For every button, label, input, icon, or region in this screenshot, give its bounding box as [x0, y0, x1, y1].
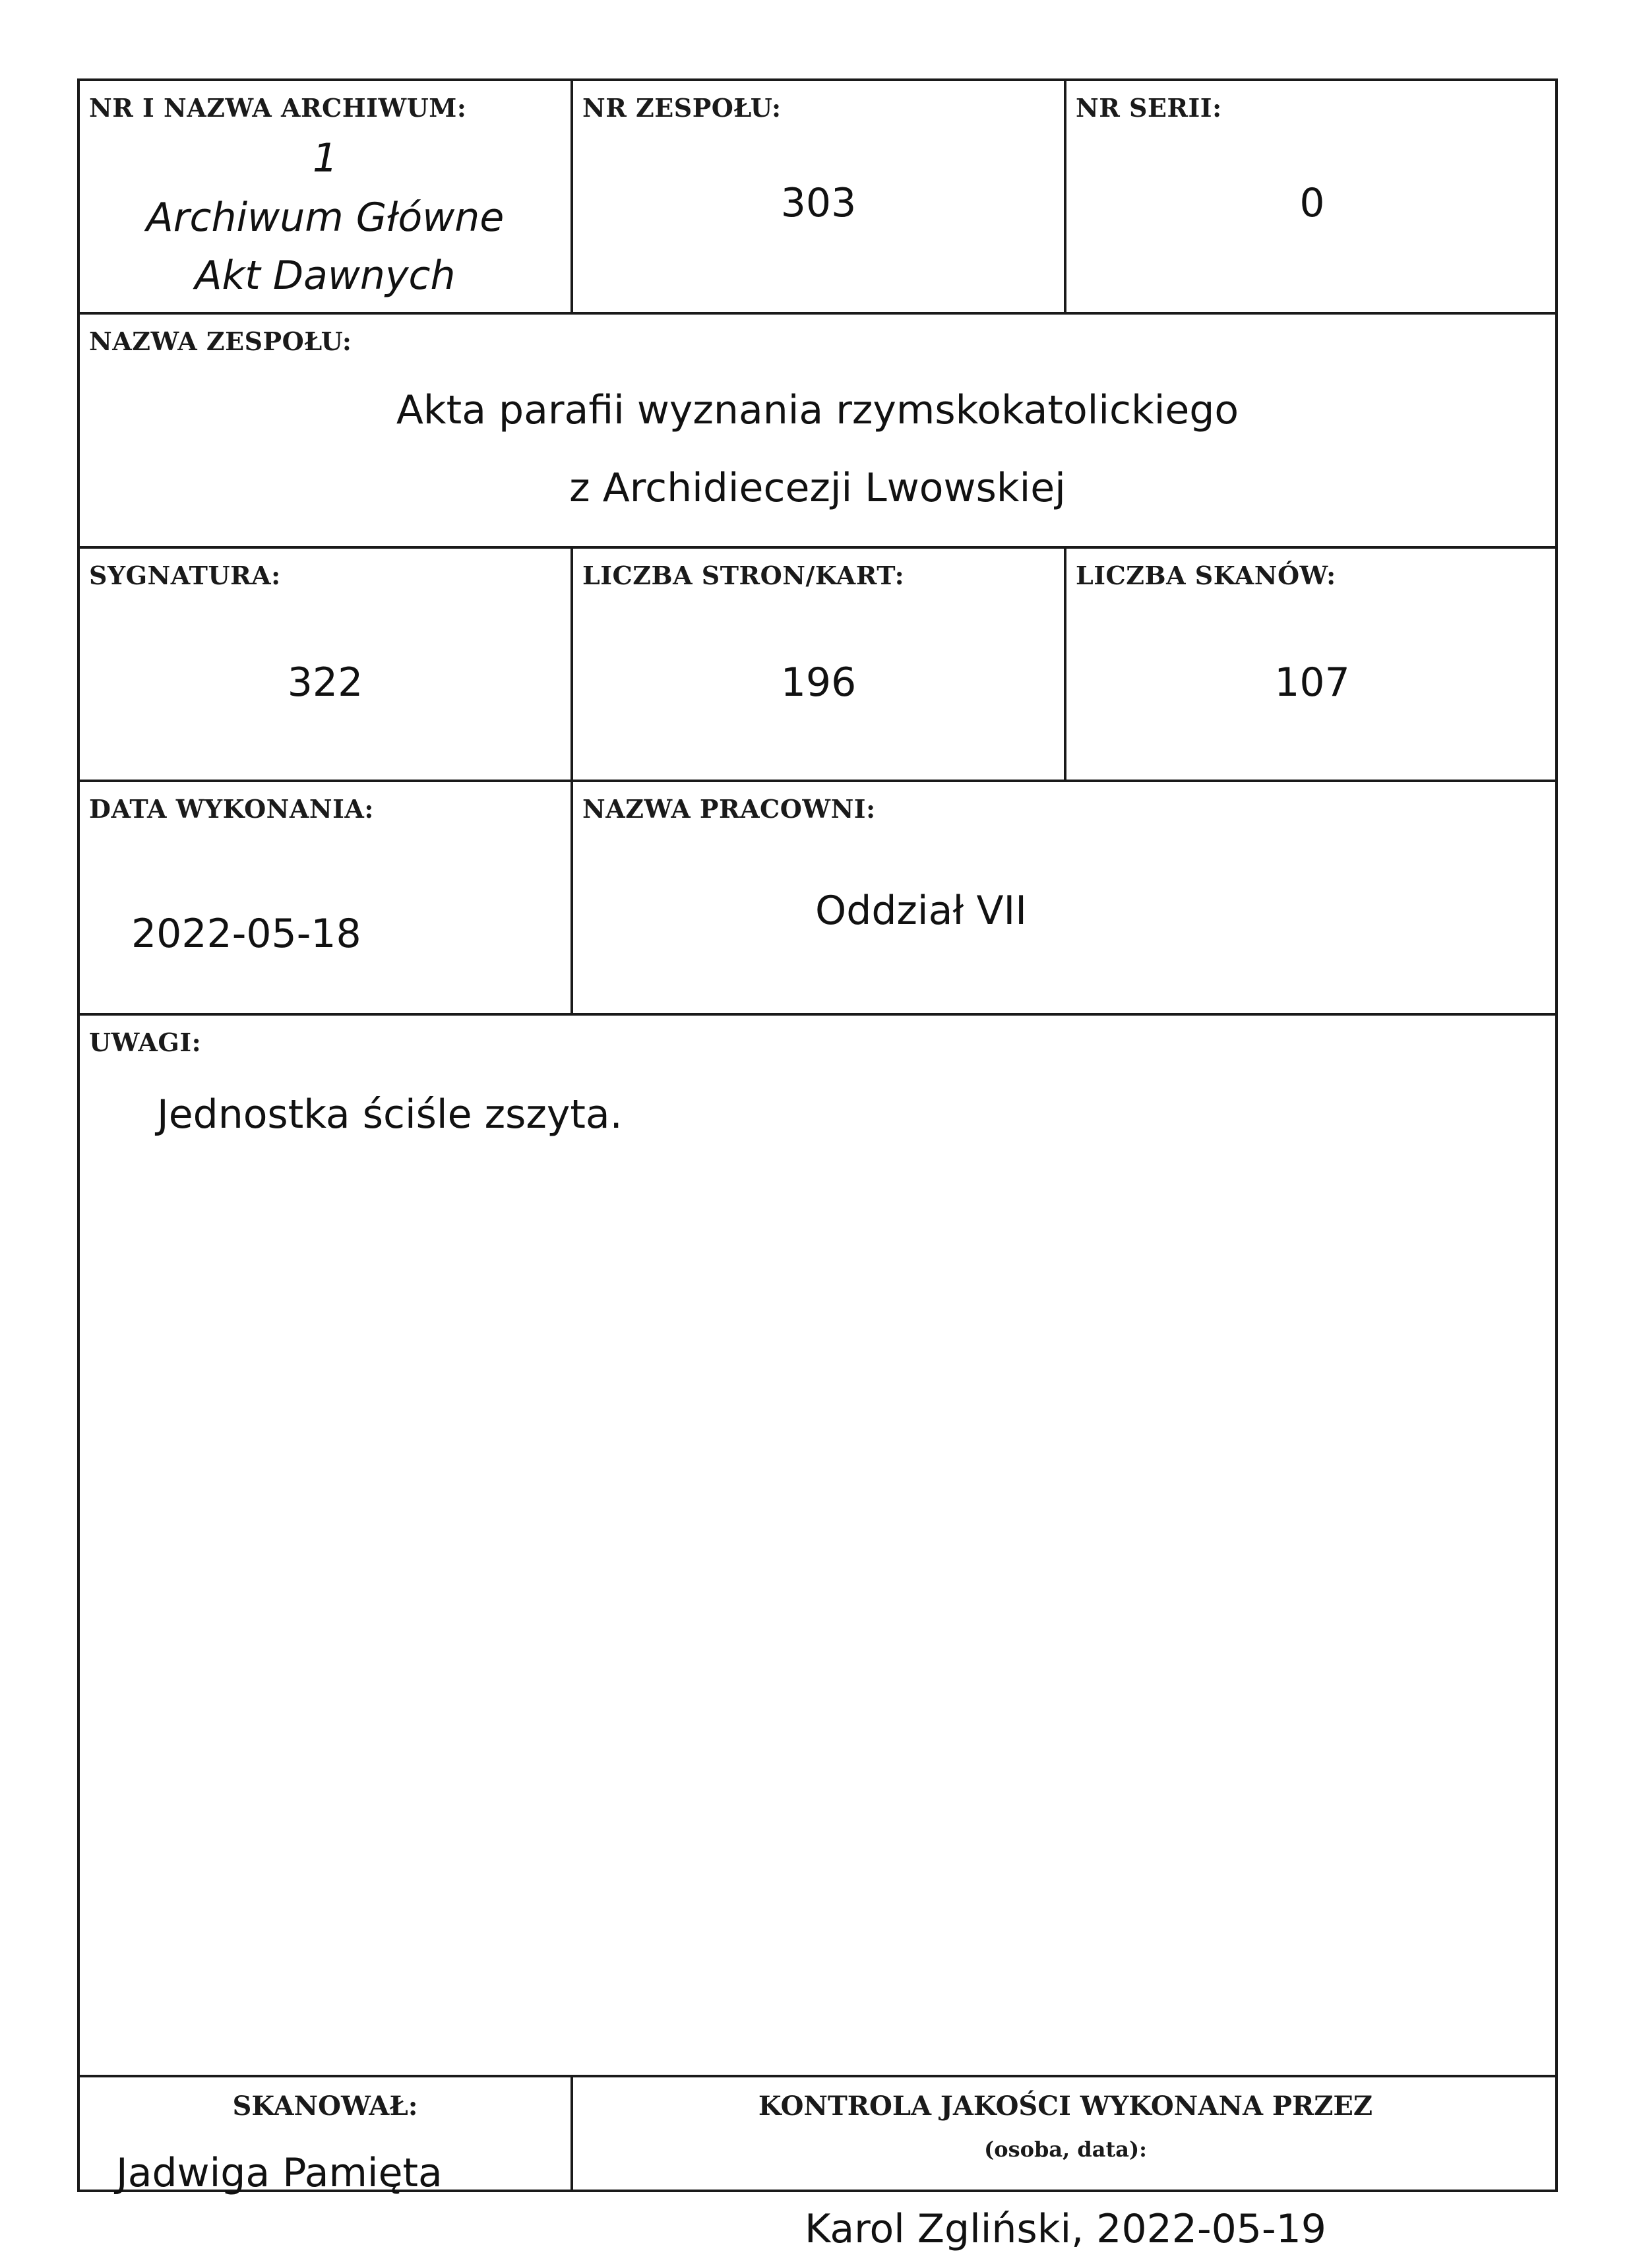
workshop-label: NAZWA PRACOWNI:	[582, 794, 876, 824]
fond-number-value: 303	[780, 180, 857, 226]
fond-name-line2: z Archidiecezji Lwowskiej	[569, 465, 1066, 511]
row-counts	[80, 549, 1555, 782]
scans-cell	[1066, 549, 1558, 780]
fond-name-label: NAZWA ZESPOŁU:	[89, 326, 352, 356]
signature-label: SYGNATURA:	[89, 561, 281, 590]
fond-name-cell	[80, 315, 1555, 546]
row-fond-name	[80, 315, 1555, 549]
fond-number-cell	[573, 81, 1066, 312]
scanned-by-cell	[80, 2077, 573, 2196]
pages-cell	[573, 549, 1066, 780]
quality-control-label: KONTROLA JAKOŚCI WYKONANA PRZEZ	[758, 2091, 1373, 2122]
fond-name-line1: Akta parafii wyznania rzymskokatolickiego	[396, 387, 1239, 433]
pages-label: LICZBA STRON/KART:	[582, 561, 905, 590]
signature-value: 322	[287, 659, 363, 706]
date-value: 2022-05-18	[131, 911, 361, 957]
archive-name-line2: Akt Dawnych	[195, 253, 456, 299]
fond-number-label: NR ZESPOŁU:	[582, 93, 782, 123]
row-archive	[80, 81, 1555, 315]
series-number-cell	[1066, 81, 1558, 312]
row-date-workshop	[80, 782, 1555, 1016]
series-number-label: NR SERII:	[1076, 93, 1222, 123]
notes-label: UWAGI:	[89, 1027, 202, 1057]
notes-value: Jednostka ściśle zszyta.	[157, 1091, 623, 1138]
series-number-value: 0	[1299, 180, 1325, 226]
notes-cell	[80, 1016, 1555, 2075]
archive-name-line1: Archiwum Główne	[146, 195, 505, 241]
signature-cell	[80, 549, 573, 780]
archive-cell	[80, 81, 573, 312]
row-signoff	[80, 2077, 1555, 2252]
quality-control-sublabel: (osoba, data):	[984, 2137, 1147, 2162]
quality-control-value: Karol Zgliński, 2022-05-19	[805, 2206, 1326, 2252]
archive-number: 1	[312, 135, 338, 181]
scans-value: 107	[1274, 659, 1350, 706]
pages-value: 196	[780, 659, 857, 706]
workshop-value: Oddział VII	[815, 888, 1027, 934]
date-label: DATA WYKONANIA:	[89, 794, 374, 824]
scanned-by-value: Jadwiga Pamięta	[116, 2150, 443, 2196]
scan-metadata-form	[77, 78, 1558, 2252]
workshop-cell	[573, 782, 1558, 1013]
date-cell	[80, 782, 573, 1013]
scanned-by-label: SKANOWAŁ:	[232, 2091, 418, 2122]
row-notes	[80, 1016, 1555, 2077]
quality-control-cell	[573, 2077, 1558, 2252]
scans-label: LICZBA SKANÓW:	[1076, 561, 1336, 590]
archive-label: NR I NAZWA ARCHIWUM:	[89, 93, 467, 123]
